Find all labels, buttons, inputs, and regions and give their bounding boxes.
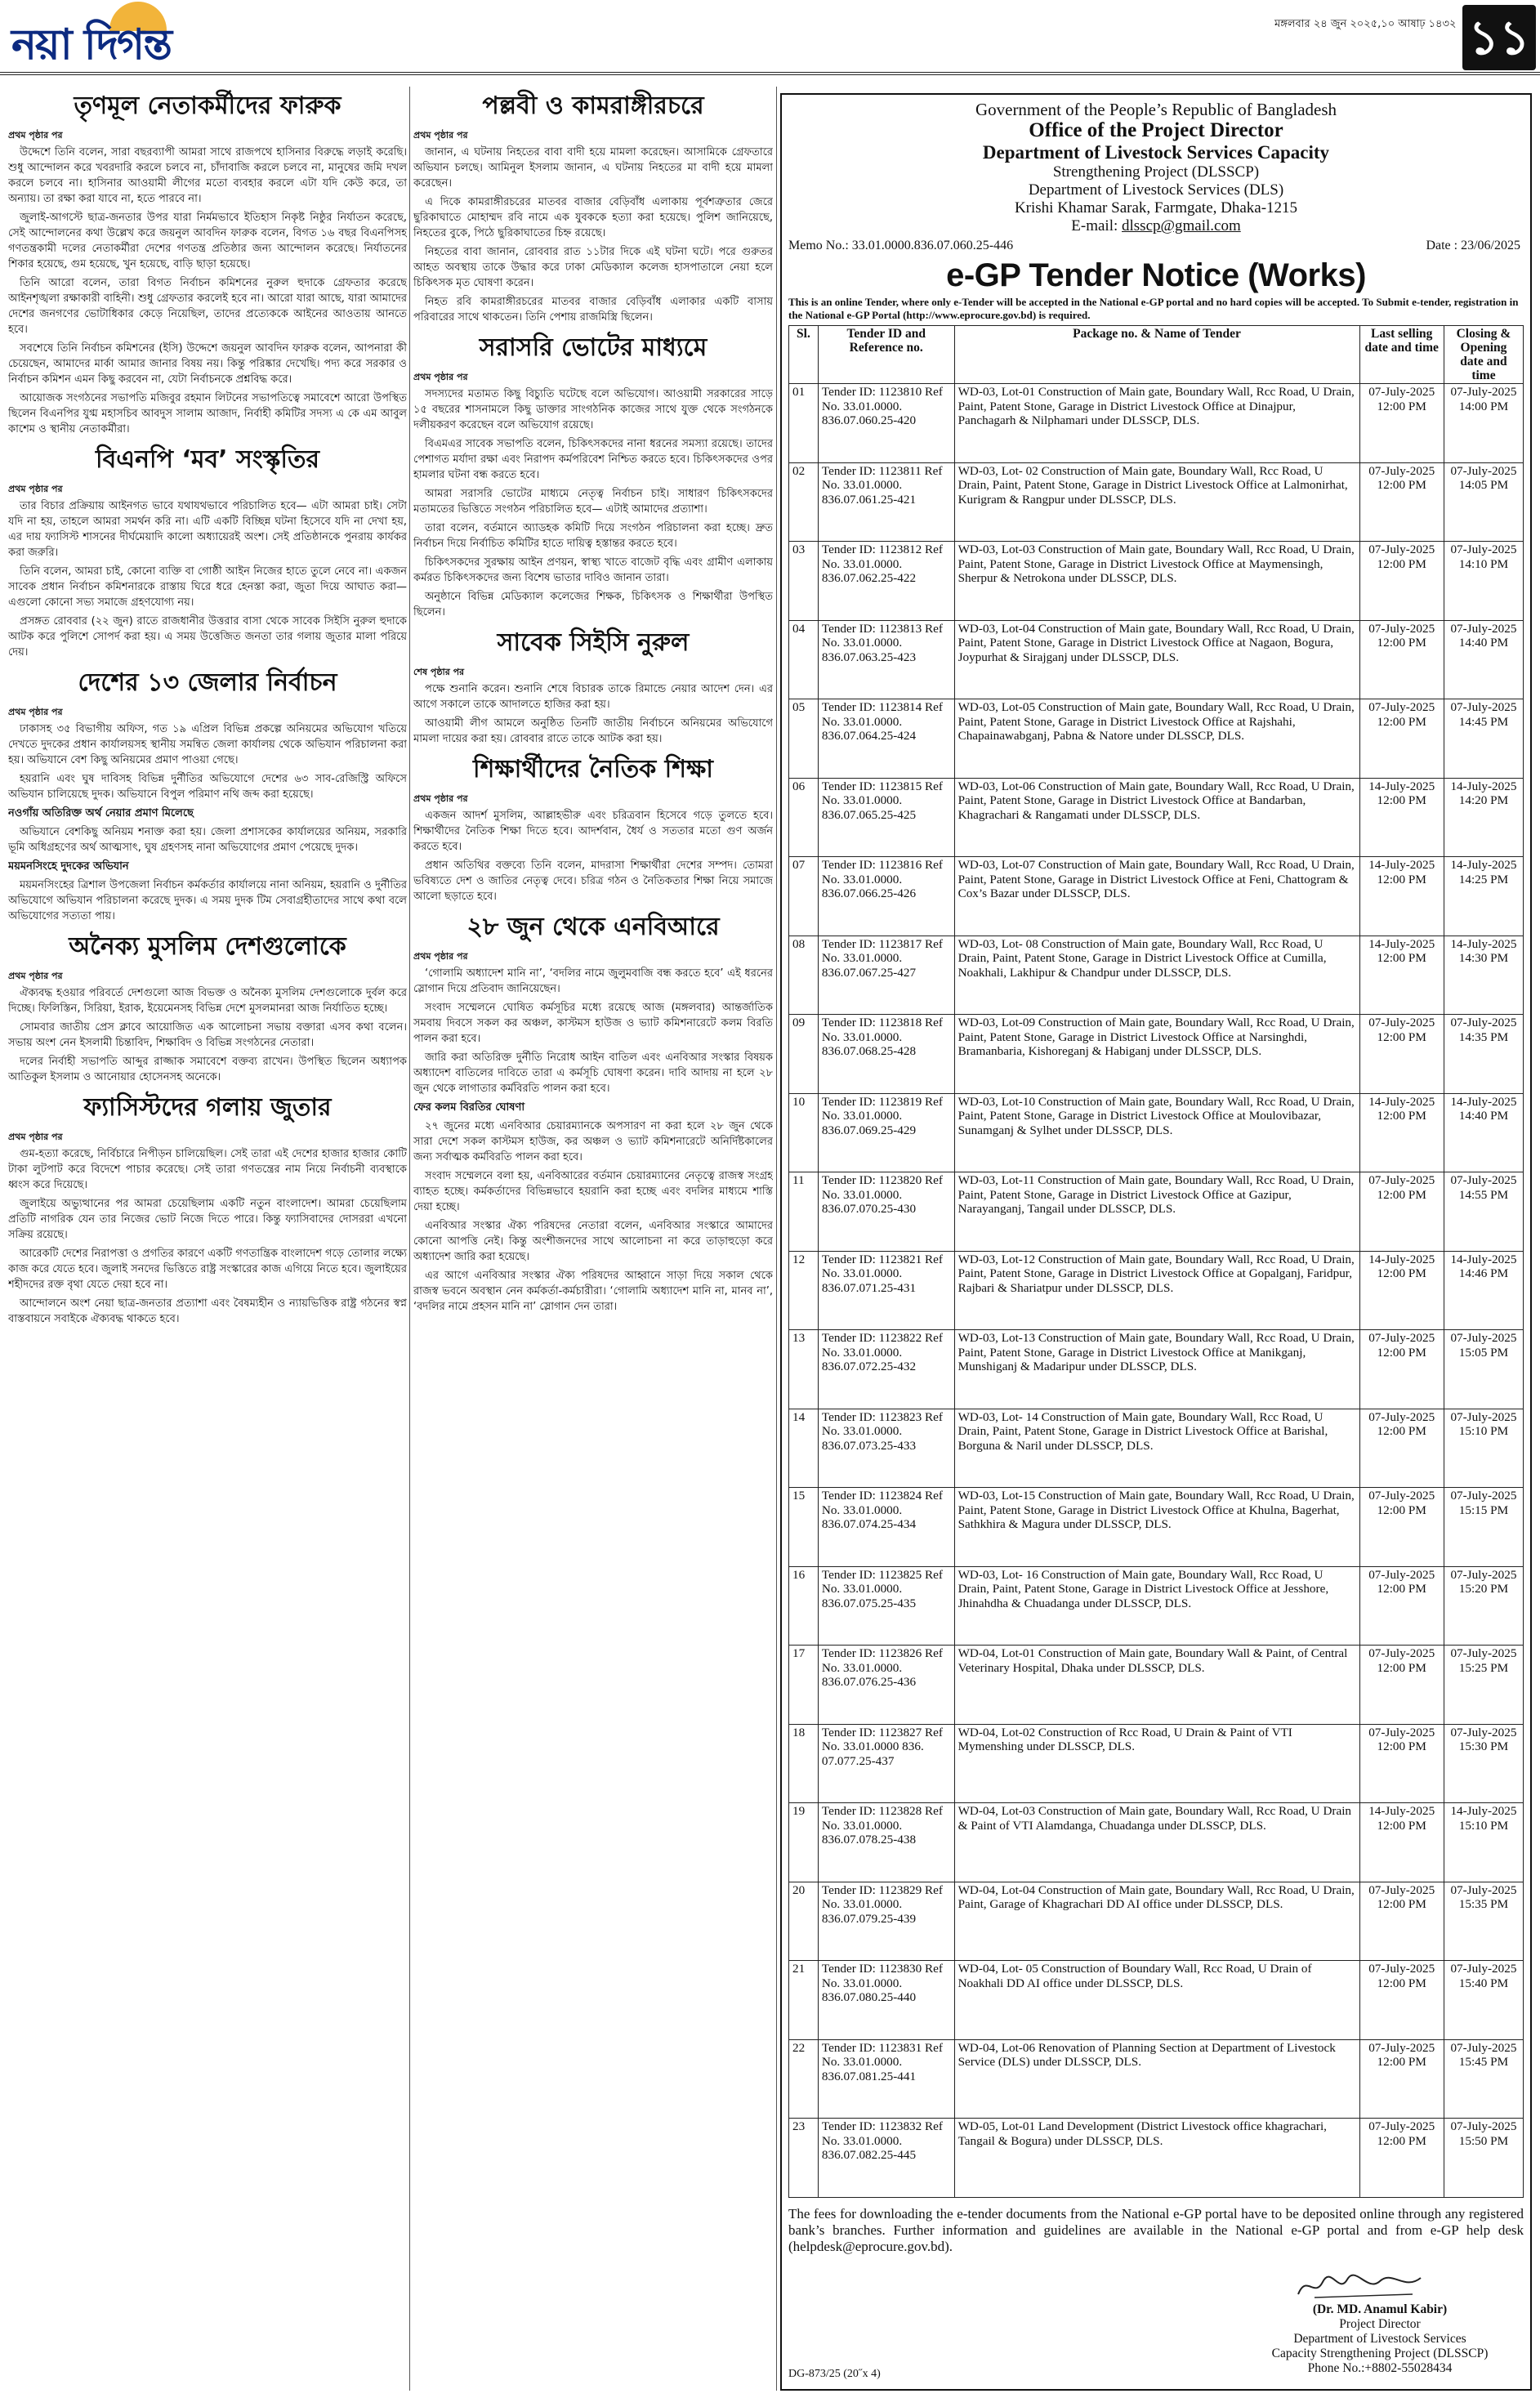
article-headline[interactable]: শিক্ষার্থীদের নৈতিক শিক্ষা	[472, 755, 713, 784]
last-selling-cell: 14-July-2025 12:00 PM	[1359, 1803, 1444, 1882]
tender-id-cell: Tender ID: 1123814 Ref No. 33.01.0000. 836.07.064.25-424	[818, 699, 954, 779]
dateline: মঙ্গলবার ২৪ জুন ২০২৫,১০ আষাঢ় ১৪৩২	[1274, 18, 1457, 30]
article-headline[interactable]: সরাসরি ভোটের মাধ্যমে	[479, 333, 708, 362]
article-paragraph: নওগাঁয় অতিরিক্ত অর্থ নেয়ার প্রমাণ মিলেছে	[8, 807, 194, 819]
email-label: E-mail:	[1071, 217, 1118, 234]
article-headline[interactable]: অনৈক্য মুসলিম দেশগুলোকে	[69, 932, 346, 961]
closing-opening-cell: 07-July-2025 15:05 PM	[1444, 1330, 1523, 1409]
closing-opening-cell: 07-July-2025 15:35 PM	[1444, 1882, 1523, 1961]
tender-id-cell: Tender ID: 1123823 Ref No. 33.01.0000. 836.07.073.25-433	[818, 1409, 954, 1488]
article-headline[interactable]: সাবেক সিইসি নুরুল	[497, 628, 690, 657]
closing-opening-cell: 07-July-2025 14:45 PM	[1444, 699, 1523, 779]
table-row	[789, 778, 1524, 857]
article-paragraph: সবশেষে তিনি নির্বাচন কমিশনের (ইসি) উদ্দেশে জয়নুল আবদিন ফারুক বলেন, আপনারা কী চেয়েছেন, আমাদের মার্কা আমার জানার বিষয় নয়। কিন্তু পরিষ্কার দেখেছি। পদ্য করে সরকার ও নির্বাচন কমিশন এমন কিছু করবেন না, যেটা নির্বাচনকে প্রশ্নবিদ্ধ করে।	[8, 342, 407, 386]
last-selling-cell: 07-July-2025 12:00 PM	[1359, 2039, 1444, 2119]
last-selling-cell: 07-July-2025 12:00 PM	[1359, 1409, 1444, 1488]
fee-note: The fees for downloading the e-tender documents from the National e-GP portal have to be deposited online through any registered bank’s branches. Further information and guidelines are available in the National e-GP portal and from e-GP help desk (helpdesk@eprocure.gov.bd).	[788, 2205, 1524, 2254]
article-paragraph: আমরা সরাসরি ভোটের মাধ্যমে নেতৃত্ব নির্বাচন চাই। সাধারণ চিকিৎসকদের মতামতের ভিত্তিতে সংগঠন পরিচালিত হবে— এটাই আমাদের প্রত্যাশা।	[413, 488, 773, 516]
table-row	[789, 1409, 1524, 1488]
department-line: Department of Livestock Services Capacity	[982, 142, 1330, 163]
package-cell: WD-04, Lot-03 Construction of Main gate, Boundary Wall, Rcc Road, U Drain & Paint of VTI Alamdanga, Chuadanga under DLSSCP, DLS.	[954, 1803, 1359, 1882]
notice-intro: This is an online Tender, where only e-Tender will be accepted in the National e-GP portal and no hard copies will be accepted. To Submit e-tender, registration in the National e-GP Portal (http://www.eprocure.gov.bd) is required.	[788, 296, 1519, 321]
masthead	[0, 0, 1540, 75]
closing-opening-cell: 07-July-2025 15:15 PM	[1444, 1488, 1523, 1567]
dg-number: DG-873/25 (20˝x 4)	[788, 2368, 881, 2380]
table-row	[789, 2039, 1524, 2119]
article-paragraph: প্রধান অতিথির বক্তব্যে তিনি বলেন, মাদরাসা শিক্ষার্থীরা দেশের সম্পদ। তোমরা ভবিষ্যতে দেশ ও জাতির নেতৃত্ব দেবে। চরিত্র গঠন ও নৈতিকতার শিক্ষা নিয়ে সমাজে আলো ছড়াতে হবে।	[413, 860, 773, 903]
article-headline[interactable]: ফ্যাসিস্টদের গলায় জুতার	[83, 1093, 332, 1122]
package-cell: WD-04, Lot-06 Renovation of Planning Section at Department of Livestock Service (DLS) under DLSSCP, DLS.	[954, 2039, 1359, 2119]
serial-cell: 23	[789, 2119, 819, 2198]
dls-line: Department of Livestock Services (DLS)	[1028, 181, 1284, 199]
package-cell: WD-03, Lot- 08 Construction of Main gate, Boundary Wall, Rcc Road, U Drain, Paint, Patent Stone, Garage in District Livestock Office at Cumilla, Noakhali, Lakhipur & Chandpur under DLSSCP, DLS.	[954, 936, 1359, 1015]
table-header-row	[789, 326, 1524, 384]
table-row	[789, 1330, 1524, 1409]
news-article	[413, 92, 773, 325]
article-paragraph: দলের নির্বাহী সভাপতি আব্দুর রাজ্জাক সমাবেশে বক্তব্য রাখেন। উপস্থিত ছিলেন অধ্যাপক আতিকুল ইসলাম ও আনোয়ার হোসেনসহ অনেকে।	[8, 1056, 407, 1083]
memo-number: Memo No.: 33.01.0000.836.07.060.25-446	[788, 239, 1014, 252]
news-column-middle	[413, 87, 773, 2391]
closing-opening-cell: 14-July-2025 14:40 PM	[1444, 1093, 1523, 1172]
serial-cell: 14	[789, 1409, 819, 1488]
article-paragraph: আরেকটি দেশের নিরাপত্তা ও প্রগতির কারণে একটি গণতান্ত্রিক বাংলাদেশ গড়ে তোলার লক্ষ্যে কাজ করে যেতে হবে। জুলাই সনদের ভিত্তিতে রাষ্ট্র সংস্কারের কাজ এগিয়ে নিতে হবে। জুলাইয়ের শহীদদের রক্ত বৃথা যেতে দেয়া হবে না।	[8, 1248, 407, 1291]
closing-opening-cell: 07-July-2025 15:45 PM	[1444, 2039, 1523, 2119]
news-article	[8, 1093, 407, 1327]
last-selling-cell: 07-July-2025 12:00 PM	[1359, 384, 1444, 463]
last-selling-cell: 07-July-2025 12:00 PM	[1359, 1172, 1444, 1252]
tender-id-cell: Tender ID: 1123817 Ref No. 33.01.0000. 836.07.067.25-427	[818, 936, 954, 1015]
article-paragraph: প্রসঙ্গত রোববার (২২ জুন) রাতে রাজধানীর উত্তরার বাসা থেকে সাবেক সিইসি নুরুল হুদাকে আটক করে পুলিশে সোপর্দ করা হয়। এ সময় উত্তেজিত জনতা তার গলায় জুতার মালা পরিয়ে দেয়।	[8, 615, 407, 659]
article-paragraph: ময়মনসিংহে দুদকের অভিযান	[8, 860, 129, 873]
package-cell: WD-03, Lot-15 Construction of Main gate, Boundary Wall, Rcc Road, U Drain, Paint, Patent Stone, Garage in District Livestock Office at Khulna, Bagerhat, Sathkhira & Magura under DLSSCP, DLS.	[954, 1488, 1359, 1567]
last-selling-cell: 07-July-2025 12:00 PM	[1359, 620, 1444, 699]
table-row	[789, 462, 1524, 542]
serial-cell: 20	[789, 1882, 819, 1961]
signatory-phone: Phone No.:+8802-55028434	[1307, 2361, 1453, 2375]
news-article	[413, 628, 773, 747]
signatory-name: (Dr. MD. Anamul Kabir)	[1312, 2302, 1448, 2316]
table-row	[789, 857, 1524, 936]
package-cell: WD-03, Lot-10 Construction of Main gate, Boundary Wall, Rcc Road, U Drain, Paint, Patent Stone, Garage in District Livestock Office at Moulovibazar, Sunamganj & Sylhet under DLSSCP, DLS.	[954, 1093, 1359, 1172]
tender-id-cell: Tender ID: 1123822 Ref No. 33.01.0000. 836.07.072.25-432	[818, 1330, 954, 1409]
serial-cell: 01	[789, 384, 819, 463]
article-headline[interactable]: বিএনপি ‘মব’ সংস্কৃতির	[96, 445, 319, 474]
tender-id-cell: Tender ID: 1123828 Ref No. 33.01.0000. 836.07.078.25-438	[818, 1803, 954, 1882]
closing-opening-cell: 07-July-2025 15:10 PM	[1444, 1409, 1523, 1488]
article-paragraph: হয়রানি এবং ঘুষ দাবিসহ বিভিন্ন দুর্নীতির অভিযোগে দেশের ৬৩ সাব-রেজিস্ট্রি অফিসে অভিযান চালিয়েছে দুদক। অভিযানে বিপুল পরিমাণ নথি জব্দ করা হয়েছে।	[8, 773, 407, 801]
government-line: Government of the People’s Republic of Bangladesh	[975, 100, 1337, 119]
article-headline[interactable]: তৃণমূল নেতাকর্মীদের ফারুক	[74, 92, 341, 120]
last-selling-cell: 07-July-2025 12:00 PM	[1359, 1646, 1444, 1725]
page-number: ১১	[1462, 5, 1536, 70]
table-row	[789, 1251, 1524, 1330]
serial-cell: 18	[789, 1724, 819, 1803]
article-paragraph: আওয়ামী লীগ আমলে অনুষ্ঠিত তিনটি জাতীয় নির্বাচনে অনিয়মের অভিযোগে মামলা দায়ের করা হয়। রোববার রাতে তাকে আটক করা হয়।	[413, 717, 773, 745]
column-header: Sl.	[789, 326, 819, 384]
table-row	[789, 384, 1524, 463]
package-cell: WD-03, Lot-06 Construction of Main gate, Boundary Wall, Rcc Road, U Drain, Paint, Patent Stone, Garage in District Livestock Office at Bandarban, Khagrachari & Rangamati under DLSSCP, DLS.	[954, 778, 1359, 857]
package-cell: WD-03, Lot-13 Construction of Main gate, Boundary Wall, Rcc Road, U Drain, Paint, Patent Stone, Garage in District Livestock Office at Manikganj, Munshiganj & Madaripur under DLSSCP, DLS.	[954, 1330, 1359, 1409]
article-paragraph: আন্দোলনে অংশ নেয়া ছাত্র-জনতার প্রত্যাশা এবং বৈষম্যহীন ও ন্যায়ভিত্তিক রাষ্ট্র গঠনের স্বপ্ন বাস্তবায়নে সবাইকে ঐক্যবদ্ধ থাকতে হবে।	[8, 1297, 407, 1325]
closing-opening-cell: 07-July-2025 14:10 PM	[1444, 542, 1523, 621]
table-row	[789, 1093, 1524, 1172]
closing-opening-cell: 07-July-2025 15:20 PM	[1444, 1566, 1523, 1646]
column-header: Closing & Opening date and time	[1444, 326, 1523, 384]
article-paragraph: গুম-হত্যা করেছে, নির্বিচারে নিপীড়ন চালিয়েছিল। সেই তারা এই দেশের হাজার হাজার কোটি টাকা লুটপাট করে বিদেশে পাচার করেছে। সেই তারা গণতন্ত্রের নাম নিয়ে নির্বাচনী ব্যবস্থাকে ধ্বংস করে দিয়েছে।	[8, 1148, 407, 1191]
last-selling-cell: 07-July-2025 12:00 PM	[1359, 1330, 1444, 1409]
tender-id-cell: Tender ID: 1123829 Ref No. 33.01.0000. 836.07.079.25-439	[818, 1882, 954, 1961]
serial-cell: 19	[789, 1803, 819, 1882]
signatory-title: Project Director	[1339, 2317, 1421, 2331]
last-selling-cell: 14-July-2025 12:00 PM	[1359, 936, 1444, 1015]
table-row	[789, 1646, 1524, 1725]
table-row	[789, 1803, 1524, 1882]
last-selling-cell: 07-July-2025 12:00 PM	[1359, 1566, 1444, 1646]
article-paragraph: এর আগে এনবিআর সংস্কার ঐক্য পরিষদের আহ্বানে সাড়া দিয়ে সকাল থেকে রাজস্ব ভবনে অবস্থান নেন কর্মকর্তা-কর্মচারীরা। ‘গোলামি অধ্যাদেশ মানি না, মানব না’, ‘বদলির নামে প্রহসন মানি না’ স্লোগান দেন তারা।	[413, 1270, 773, 1313]
column-divider	[776, 87, 777, 2391]
article-continuation: প্রথম পৃষ্ঠার পর	[413, 372, 468, 382]
article-paragraph: অভিযানে বেশকিছু অনিয়ম শনাক্ত করা হয়। জেলা প্রশাসকের কার্যালয়ের অনিয়ম, সরকারি ভূমি অধিগ্রহণের অর্থ আত্মসাৎ, ঘুষ গ্রহণসহ নানা অভিযোগের প্রমাণ পেয়েছে দুদক।	[8, 826, 407, 854]
article-paragraph: ময়মনসিংহের ত্রিশাল উপজেলা নির্বাচন কর্মকর্তার কার্যালয়ে নানা অনিয়ম, হয়রানি ও দুর্নীতির অভিযোগে অভিযান পরিচালনা করেছে দুদক। এ সময় দুদক টিম সেবাগ্রহীতাদের সাথে কথা বলে অভিযোগের সত্যতা পায়।	[8, 879, 407, 922]
last-selling-cell: 14-July-2025 12:00 PM	[1359, 778, 1444, 857]
article-paragraph: ‘গোলামি অধ্যাদেশ মানি না’, ‘বদলির নামে জুলুমবাজি বন্ধ করতে হবে’ এই ধরনের স্লোগান দিয়ে প্রতিবাদ জানিয়েছেন।	[413, 967, 773, 995]
article-paragraph: সংবাদ সম্মেলনে ঘোষিত কর্মসূচির মধ্যে রয়েছে আজ (মঙ্গলবার) আন্তর্জাতিক সমবায় দিবসে সকল কর অঞ্চল, কাস্টমস হাউজ ও ভ্যাট কমিশনারেটে কলম বিরতি পালন করা হবে।	[413, 1002, 773, 1045]
package-cell: WD-04, Lot-04 Construction of Main gate, Boundary Wall, Rcc Road, U Drain, Paint, Garage of Khagrachari DD AI office under DLSSCP, DLS.	[954, 1882, 1359, 1961]
last-selling-cell: 07-July-2025 12:00 PM	[1359, 1724, 1444, 1803]
package-cell: WD-03, Lot-04 Construction of Main gate, Boundary Wall, Rcc Road, U Drain, Paint, Patent Stone, Garage in District Livestock Office at Nagaon, Bogura, Joypurhat & Sirajganj under DLSSCP, DLS.	[954, 620, 1359, 699]
column-header: Package no. & Name of Tender	[954, 326, 1359, 384]
table-row	[789, 542, 1524, 621]
last-selling-cell: 07-July-2025 12:00 PM	[1359, 2119, 1444, 2198]
column-header: Tender ID and Reference no.	[818, 326, 954, 384]
news-article	[8, 932, 407, 1085]
serial-cell: 11	[789, 1172, 819, 1252]
tender-id-cell: Tender ID: 1123820 Ref No. 33.01.0000. 836.07.070.25-430	[818, 1172, 954, 1252]
last-selling-cell: 07-July-2025 12:00 PM	[1359, 1961, 1444, 2040]
article-continuation: প্রথম পৃষ্ঠার পর	[413, 130, 468, 141]
closing-opening-cell: 14-July-2025 14:30 PM	[1444, 936, 1523, 1015]
article-paragraph: ঐক্যবদ্ধ হওয়ার পরিবর্তে দেশগুলো আজ বিভক্ত ও অনৈক্য মুসলিম দেশগুলোকে দুর্বল করে দিচ্ছে। ফিলিস্তিন, সিরিয়া, ইরাক, ইয়েমেনসহ বিভিন্ন দেশে মুসলমানরা আজ নির্যাতিত হচ্ছে।	[8, 987, 407, 1015]
serial-cell: 16	[789, 1566, 819, 1646]
package-cell: WD-03, Lot-09 Construction of Main gate, Boundary Wall, Rcc Road, U Drain, Paint, Patent Stone, Garage in District Livestock Office at Narsinghdi, Bramanbaria, Kishoreganj & Habiganj under DLSSCP, DLS.	[954, 1015, 1359, 1094]
serial-cell: 22	[789, 2039, 819, 2119]
serial-cell: 21	[789, 1961, 819, 2040]
closing-opening-cell: 07-July-2025 14:40 PM	[1444, 620, 1523, 699]
article-continuation: শেষ পৃষ্ঠার পর	[413, 667, 465, 677]
article-paragraph: সংবাদ সম্মেলনে বলা হয়, এনবিআরের বর্তমান চেয়ারম্যানের নেতৃত্বে রাজস্ব সংগ্রহ ব্যাহত হচ্ছে। কর্মকর্তাদের বিভিন্নভাবে হয়রানি করা হচ্ছে এবং বদলির মাধ্যমে শাস্তি দেয়া হচ্ছে।	[413, 1170, 773, 1213]
closing-opening-cell: 07-July-2025 14:55 PM	[1444, 1172, 1523, 1252]
memo-row	[788, 237, 1524, 257]
article-paragraph: নিহত রবি কামরাঙ্গীরচরের মাতবর বাজার বেড়িবাঁধ এলাকার একটি বাসায় পরিবারের সাথে থাকতেন। তিনি পেশায় রাজমিস্ত্রি ছিলেন।	[413, 296, 773, 324]
closing-opening-cell: 07-July-2025 14:35 PM	[1444, 1015, 1523, 1094]
package-cell: WD-03, Lot-12 Construction of Main gate, Boundary Wall, Rcc Road, U Drain, Paint, Patent Stone, Garage in District Livestock Office at Gopalganj, Faridpur, Rajbari & Shariatpur under DLSSCP, DLS.	[954, 1251, 1359, 1330]
table-row	[789, 620, 1524, 699]
closing-opening-cell: 14-July-2025 15:10 PM	[1444, 1803, 1523, 1882]
table-row	[789, 1882, 1524, 1961]
tender-id-cell: Tender ID: 1123825 Ref No. 33.01.0000. 836.07.075.25-435	[818, 1566, 954, 1646]
last-selling-cell: 07-July-2025 12:00 PM	[1359, 1488, 1444, 1567]
article-headline[interactable]: পল্লবী ও কামরাঙ্গীরচরে	[482, 92, 704, 120]
email-row	[788, 217, 1524, 235]
serial-cell: 12	[789, 1251, 819, 1330]
last-selling-cell: 07-July-2025 12:00 PM	[1359, 1015, 1444, 1094]
serial-cell: 02	[789, 462, 819, 542]
article-paragraph: ২৭ জুনের মধ্যে এনবিআর চেয়ারম্যানকে অপসারণ না করা হলে ২৮ জুন থেকে সারা দেশে সকল কাস্টমস হাউজ, কর অঞ্চল ও ভ্যাট কমিশনারেটে অনির্দিষ্টকালের জন্য সর্বাত্মক কর্মবিরতি পালন করা হবে।	[413, 1120, 773, 1163]
signature-block	[1241, 2270, 1519, 2376]
tender-id-cell: Tender ID: 1123821 Ref No. 33.01.0000. 836.07.071.25-431	[818, 1251, 954, 1330]
tender-header	[788, 100, 1524, 235]
logo-text: নয়া দিগন্ত	[11, 20, 171, 69]
news-article	[8, 445, 407, 660]
package-cell: WD-03, Lot- 14 Construction of Main gate, Boundary Wall, Rcc Road, U Drain, Paint, Patent Stone, Garage in District Livestock Office at Barishal, Borguna & Naril under DLSSCP, DLS.	[954, 1409, 1359, 1488]
last-selling-cell: 07-July-2025 12:00 PM	[1359, 1882, 1444, 1961]
article-continuation: প্রথম পৃষ্ঠার পর	[8, 1132, 63, 1142]
tender-id-cell: Tender ID: 1123815 Ref No. 33.01.0000. 836.07.065.25-425	[818, 778, 954, 857]
serial-cell: 07	[789, 857, 819, 936]
tender-id-cell: Tender ID: 1123826 Ref No. 33.01.0000. 836.07.076.25-436	[818, 1646, 954, 1725]
tender-table	[788, 325, 1524, 2198]
article-paragraph: তার বিচার প্রক্রিয়ায় আইনগত ভাবে যথাযথভাবে পরিচালিত হবে— এটা আমরা চাই। সেটা যদি না হয়, তাহলে আমরা সমর্থন করি না। এটি একটি বিচ্ছিন্ন ঘটনা হিসেবে যদি না দেখা হয়, এর দায় ফ্যাসিস্ট শাসনের দীর্ঘমেয়াদি কালো অধ্যায়েরই অংশ। সেই প্রতিষ্ঠানকে পুনরায় কার্যকর করা জরুরি।	[8, 500, 407, 559]
serial-cell: 15	[789, 1488, 819, 1567]
closing-opening-cell: 07-July-2025 15:50 PM	[1444, 2119, 1523, 2198]
article-paragraph: বিএমএর সাবেক সভাপতি বলেন, চিকিৎসকদের নানা ধরনের সমস্যা রয়েছে। তাদের পেশাগত মর্যাদা রক্ষা এবং নিরাপদ কর্মপরিবেশ নিশ্চিত করতে হবে। চিকিৎসকদের ওপর হামলার ঘটনা বন্ধ করতে হবে।	[413, 438, 773, 481]
article-paragraph: জানান, এ ঘটনায় নিহতের বাবা বাদী হয়ে মামলা করেছেন। আসামিকে গ্রেফতারে অভিযান চলছে। আমিনুল ইসলাম জানান, এ ঘটনায় নিহতের মা বাদী হয়ে মামলা করেছেন।	[413, 146, 773, 190]
notice-title: e-GP Tender Notice (Works)	[946, 257, 1366, 293]
article-paragraph: ঢাকাসহ ৩৫ বিভাগীয় অফিস, গত ১৯ এপ্রিল বিভিন্ন প্রকল্পে অনিয়মের অভিযোগ খতিয়ে দেখতে দুদকের প্রধান কার্যালয়সহ স্থানীয় সমন্বিত জেলা কার্যালয় থেকে অভিযান পরিচালনা করা হয়। অভিযানে বেশ কিছু অনিয়মের প্রমাণ পাওয়া গেছে।	[8, 723, 407, 766]
article-paragraph: তারা বলেন, বর্তমানে অ্যাডহক কমিটি দিয়ে সংগঠন পরিচালনা করা হচ্ছে। দ্রুত নির্বাচন দিয়ে নির্বাচিত কমিটির হাতে দায়িত্ব হস্তান্তর করতে হবে।	[413, 522, 773, 550]
table-row	[789, 1961, 1524, 2040]
news-article	[8, 668, 407, 924]
package-cell: WD-03, Lot-01 Construction of Main gate, Boundary Wall, Rcc Road, U Drain, Paint, Patent Stone, Garage in District Livestock Office at Dinajpur, Panchagarh & Nilphamari under DLSSCP, DLS.	[954, 384, 1359, 463]
closing-opening-cell: 07-July-2025 15:25 PM	[1444, 1646, 1523, 1725]
tender-id-cell: Tender ID: 1123816 Ref No. 33.01.0000. 836.07.066.25-426	[818, 857, 954, 936]
article-continuation: প্রথম পৃষ্ঠার পর	[8, 707, 63, 717]
article-paragraph: সদস্যদের মতামত কিছু বিচ্যুতি ঘটেছে বলে অভিযোগ। আওয়ামী সরকারের সাড়ে ১৫ বছরের শাসনামলে কিছু ডাক্তার সাংগঠনিক কাজের সাথে যুক্ত থেকে সংগঠনকে দলীয়করণ করেছেন বলে অভিযোগ রয়েছে।	[413, 388, 773, 431]
tender-id-cell: Tender ID: 1123818 Ref No. 33.01.0000. 836.07.068.25-428	[818, 1015, 954, 1094]
table-row	[789, 1488, 1524, 1567]
tender-id-cell: Tender ID: 1123824 Ref No. 33.01.0000. 836.07.074.25-434	[818, 1488, 954, 1567]
tender-id-cell: Tender ID: 1123832 Ref No. 33.01.0000. 836.07.082.25-445	[818, 2119, 954, 2198]
closing-opening-cell: 07-July-2025 15:30 PM	[1444, 1724, 1523, 1803]
serial-cell: 09	[789, 1015, 819, 1094]
tender-id-cell: Tender ID: 1123813 Ref No. 33.01.0000. 836.07.063.25-423	[818, 620, 954, 699]
article-paragraph: জুলাই-আগস্টে ছাত্র-জনতার উপর যারা নির্মমভাবে ইতিহাস নিকৃষ্ট নিষ্ঠুর নির্যাতন করেছে, সেই আন্দোলনের কথা উল্লেখ করে জয়নুল আবদিন ফারুক বলেন, বিগত ১৬ বছর বিএনপিসহ গণতন্ত্রকামী দলের নেতাকর্মীরা দেশের গণতন্ত্র প্রতিষ্ঠার জন্য আন্দোলন করেছে। নির্যাতনের শিকার হয়েছে, গুম হয়েছে, খুন হয়েছে, বাড়ি ছাড়া হয়েছে।	[8, 212, 407, 270]
article-paragraph: এনবিআর সংস্কার ঐক্য পরিষদের নেতারা বলেন, এনবিআর সংস্কারে আমাদের কোনো আপত্তি নেই। কিন্তু অংশীজনদের সাথে আলোচনা না করে তাড়াহুড়ো করে অধ্যাদেশ জারি করা হয়েছে।	[413, 1220, 773, 1263]
column-header: Last selling date and time	[1359, 326, 1444, 384]
serial-cell: 05	[789, 699, 819, 779]
package-cell: WD-03, Lot-07 Construction of Main gate, Boundary Wall, Rcc Road, U Drain, Paint, Patent Stone, Garage in District Livestock Office at Feni, Chattogram & Cox’s Bazar under DLSSCP, DLS.	[954, 857, 1359, 936]
article-paragraph: জুলাইয়ে অভ্যুত্থানের পর আমরা চেয়েছিলাম একটি নতুন বাংলাদেশ। আমরা চেয়েছিলাম প্রতিটি নাগরিক যেন তার নিজের ভোট নিজে দিতে পারে। কিন্তু ফ্যাসিবাদের দোসররা এখনো সক্রিয় রয়েছে।	[8, 1198, 407, 1241]
article-headline[interactable]: দেশের ১৩ জেলার নির্বাচন	[78, 668, 337, 697]
tender-id-cell: Tender ID: 1123831 Ref No. 33.01.0000. 836.07.081.25-441	[818, 2039, 954, 2119]
serial-cell: 04	[789, 620, 819, 699]
tender-id-cell: Tender ID: 1123819 Ref No. 33.01.0000. 836.07.069.25-429	[818, 1093, 954, 1172]
news-article	[413, 333, 773, 620]
article-paragraph: আয়োজক সংগঠনের সভাপতি মজিবুর রহমান লিটনের সভাপতিত্বে সমাবেশে আরো উপস্থিত ছিলেন বিএনপির যুগ্ম মহাসচিব আবদুস সালাম আজাদ, নির্বাহী কমিটির সদস্য এ কে এম আবুল কাশেম ও স্থানীয় নেতাকর্মীরা।	[8, 392, 407, 435]
tender-id-cell: Tender ID: 1123812 Ref No. 33.01.0000. 836.07.062.25-422	[818, 542, 954, 621]
tender-id-cell: Tender ID: 1123810 Ref No. 33.01.0000. 836.07.060.25-420	[818, 384, 954, 463]
package-cell: WD-03, Lot-11 Construction of Main gate, Boundary Wall, Rcc Road, U Drain, Paint, Patent Stone, Garage in District Livestock Office at Gazipur, Narayanganj, Tangail under DLSSCP, DLS.	[954, 1172, 1359, 1252]
closing-opening-cell: 14-July-2025 14:20 PM	[1444, 778, 1523, 857]
article-paragraph: ফের কলম বিরতির ঘোষণা	[413, 1101, 525, 1114]
serial-cell: 03	[789, 542, 819, 621]
table-row	[789, 1015, 1524, 1094]
notice-date: Date : 23/06/2025	[1426, 239, 1520, 252]
signatory-department: Department of Livestock Services	[1293, 2332, 1466, 2346]
project-line: Strengthening Project (DLSSCP)	[1052, 163, 1260, 181]
article-paragraph: একজন আদর্শ মুসলিম, আল্লাহভীরু এবং চরিত্রবান হিসেবে গড়ে তুলতে হবে। শিক্ষার্থীদের নৈতিক শিক্ষা দিতে হবে। আদর্শবান, ধৈর্য ও সততার মতো গুণ অর্জন করতে হবে।	[413, 810, 773, 853]
article-paragraph: তিনি বলেন, আমরা চাই, কোনো ব্যক্তি বা গোষ্ঠী আইন নিজের হাতে তুলে নেবে না। একজন সাবেক প্রধান নির্বাচন কমিশনারকে রাস্তায় ঘিরে ধরে হেনস্তা করা, জুতা দিয়ে আঘাত করা—এগুলো কোনো সভ্য সমাজে গ্রহণযোগ্য নয়।	[8, 565, 407, 609]
serial-cell: 08	[789, 936, 819, 1015]
news-article	[413, 755, 773, 904]
article-paragraph: উদ্দেশে তিনি বলেন, সারা বছরব্যাপী আমরা সাথে রাজপথে হাসিনার বিরুদ্ধে লড়াই করেছি। শুধু আন্দোলন করে খবরদারি করলে চলবে না, চাঁদাবাজি করলে চলবে না, মানুষের জমি দখল করলে চলবে না। হাসিনার আওয়ামী লীগের মতো ব্যবহার করলে এটা যদি কেউ করে, তা অন্যায়। তা রক্ষা করা যাবে না, হতে পারবে না।	[8, 146, 407, 205]
article-paragraph: তিনি আরো বলেন, তারা বিগত নির্বাচন কমিশনের নুরুল হুদাকে গ্রেফতার করেছে আইনশৃঙ্খলা রক্ষাকারী বাহিনী। শুধু গ্রেফতার করলেই হবে না। আরো যারা আছে, যারা আমাদের দেশের জনগণের ভোটাধিকার কেড়ে নিয়েছিল, তাদের প্রত্যেককে আইনের আওতায় আনতে হবে।	[8, 277, 407, 336]
article-continuation: প্রথম পৃষ্ঠার পর	[8, 971, 63, 981]
last-selling-cell: 14-July-2025 12:00 PM	[1359, 1251, 1444, 1330]
package-cell: WD-04, Lot-02 Construction of Rcc Road, U Drain & Paint of VTI Mymenshing under DLSSCP, DLS.	[954, 1724, 1359, 1803]
article-paragraph: জারি করা অতিরিক্ত দুর্নীতি নিরোধ আইন বাতিল এবং এনবিআর সংস্কার বিষয়ক অধ্যাদেশ বাতিলের দাবিতে তারা এ কর্মসূচি ঘোষণা করেন। দাবি আদায় না হলে ২৮ জুন থেকে লাগাতার কর্মবিরতি পালন করা হবে।	[413, 1052, 773, 1095]
last-selling-cell: 07-July-2025 12:00 PM	[1359, 699, 1444, 779]
tender-id-cell: Tender ID: 1123827 Ref No. 33.01.0000 836. 07.077.25-437	[818, 1724, 954, 1803]
news-column-left	[8, 87, 407, 2391]
article-paragraph: অনুষ্ঠানে বিভিন্ন মেডিক্যাল কলেজের শিক্ষক, চিকিৎসক ও শিক্ষার্থীরা উপস্থিত ছিলেন।	[413, 591, 773, 618]
article-continuation: প্রথম পৃষ্ঠার পর	[8, 484, 63, 494]
table-row	[789, 936, 1524, 1015]
closing-opening-cell: 07-July-2025 15:40 PM	[1444, 1961, 1523, 2040]
article-continuation: প্রথম পৃষ্ঠার পর	[413, 793, 468, 804]
package-cell: WD-04, Lot-01 Construction of Main gate, Boundary Wall & Paint, of Central Veterinary Hospital, Dhaka under DLSSCP, DLS.	[954, 1646, 1359, 1725]
last-selling-cell: 07-July-2025 12:00 PM	[1359, 462, 1444, 542]
serial-cell: 17	[789, 1646, 819, 1725]
serial-cell: 10	[789, 1093, 819, 1172]
table-row	[789, 1566, 1524, 1646]
tender-id-cell: Tender ID: 1123830 Ref No. 33.01.0000. 836.07.080.25-440	[818, 1961, 954, 2040]
news-article	[8, 92, 407, 437]
closing-opening-cell: 14-July-2025 14:46 PM	[1444, 1251, 1523, 1330]
table-row	[789, 1172, 1524, 1252]
serial-cell: 13	[789, 1330, 819, 1409]
package-cell: WD-04, Lot- 05 Construction of Boundary Wall, Rcc Road, U Drain of Noakhali DD AI office under DLSSCP, DLS.	[954, 1961, 1359, 2040]
package-cell: WD-05, Lot-01 Land Development (District Livestock office khagrachari, Tangail & Bogura) under DLSSCP, DLS.	[954, 2119, 1359, 2198]
office-line: Office of the Project Director	[1029, 119, 1283, 141]
signature-mark	[1241, 2270, 1519, 2302]
package-cell: WD-03, Lot- 16 Construction of Main gate, Boundary Wall, Rcc Road, U Drain, Paint, Patent Stone, Garage in District Livestock Office at Jesshore, Jhinahdha & Chuadanga under DLSSCP, DLS.	[954, 1566, 1359, 1646]
closing-opening-cell: 07-July-2025 14:00 PM	[1444, 384, 1523, 463]
article-paragraph: সোমবার জাতীয় প্রেস ক্লাবে আয়োজিত এক আলোচনা সভায় বক্তারা এসব কথা বলেন। সভায় অংশ নেন ইসলামী চিন্তাবিদ, শিক্ষাবিদ ও বিভিন্ন সংগঠনের নেতারা।	[8, 1021, 407, 1049]
article-paragraph: এ দিকে কামরাঙ্গীরচরের মাতবর বাজার বেড়িবাঁধ এলাকায় পূর্বশত্রুতার জেরে ছুরিকাঘাতে মোহাম্মদ রবি নামে এক যুবককে হত্যা করা হয়েছে। পুলিশ জানিয়েছে, নিহতের বুকে, পিঠে ছুরিকাঘাতের চিহ্ন রয়েছে।	[413, 196, 773, 239]
tender-id-cell: Tender ID: 1123811 Ref No. 33.01.0000. 836.07.061.25-421	[818, 462, 954, 542]
table-row	[789, 1724, 1524, 1803]
column-divider	[409, 87, 410, 2391]
package-cell: WD-03, Lot- 02 Construction of Main gate, Boundary Wall, Rcc Road, U Drain, Paint, Patent Stone, Garage in District Livestock Office at Lalmonirhat, Kurigram & Rangpur under DLSSCP, DLS.	[954, 462, 1359, 542]
article-continuation: প্রথম পৃষ্ঠার পর	[413, 951, 468, 962]
table-row	[789, 2119, 1524, 2198]
newspaper-logo	[11, 3, 203, 69]
last-selling-cell: 07-July-2025 12:00 PM	[1359, 542, 1444, 621]
last-selling-cell: 14-July-2025 12:00 PM	[1359, 1093, 1444, 1172]
article-headline[interactable]: ২৮ জুন থেকে এনবিআরে	[466, 913, 720, 941]
article-paragraph: নিহতের বাবা জানান, রোববার রাত ১১টার দিকে এই ঘটনা ঘটে। পরে গুরুতর আহত অবস্থায় তাকে উদ্ধার করে ঢাকা মেডিক্যাল কলেজ হাসপাতালে নেয়া হলে চিকিৎসক মৃত ঘোষণা করেন।	[413, 246, 773, 289]
article-continuation: প্রথম পৃষ্ঠার পর	[8, 130, 63, 141]
package-cell: WD-03, Lot-03 Construction of Main gate, Boundary Wall, Rcc Road, U Drain, Paint, Patent Stone, Garage in District Livestock Office at Maymensingh, Sherpur & Netrokona under DLSSCP, DLS.	[954, 542, 1359, 621]
tender-notice	[780, 93, 1532, 2391]
address-line: Krishi Khamar Sarak, Farmgate, Dhaka-1215	[1014, 199, 1298, 217]
closing-opening-cell: 14-July-2025 14:25 PM	[1444, 857, 1523, 936]
article-paragraph: পক্ষে শুনানি করেন। শুনানি শেষে বিচারক তাকে রিমান্ডে নেয়ার আদেশ দেন। এর আগে সকালে তাকে আদালতে হাজির করা হয়।	[413, 683, 773, 711]
serial-cell: 06	[789, 778, 819, 857]
signatory-project: Capacity Strengthening Project (DLSSCP)	[1271, 2347, 1489, 2360]
table-row	[789, 699, 1524, 779]
article-paragraph: চিকিৎসকদের সুরক্ষায় আইন প্রণয়ন, স্বাস্থ্য খাতে বাজেট বৃদ্ধি এবং গ্রামীণ এলাকায় কর্মরত চিকিৎসকদের জন্য বিশেষ ভাতার দাবিও জানান তারা।	[413, 556, 773, 584]
email-link[interactable]: dlsscp@gmail.com	[1122, 217, 1241, 234]
package-cell: WD-03, Lot-05 Construction of Main gate, Boundary Wall, Rcc Road, U Drain, Paint, Patent Stone, Garage in District Livestock Office at Rajshahi, Chapainawabganj, Pabna & Natore under DLSSCP, DLS.	[954, 699, 1359, 779]
closing-opening-cell: 07-July-2025 14:05 PM	[1444, 462, 1523, 542]
last-selling-cell: 14-July-2025 12:00 PM	[1359, 857, 1444, 936]
news-article	[413, 913, 773, 1315]
